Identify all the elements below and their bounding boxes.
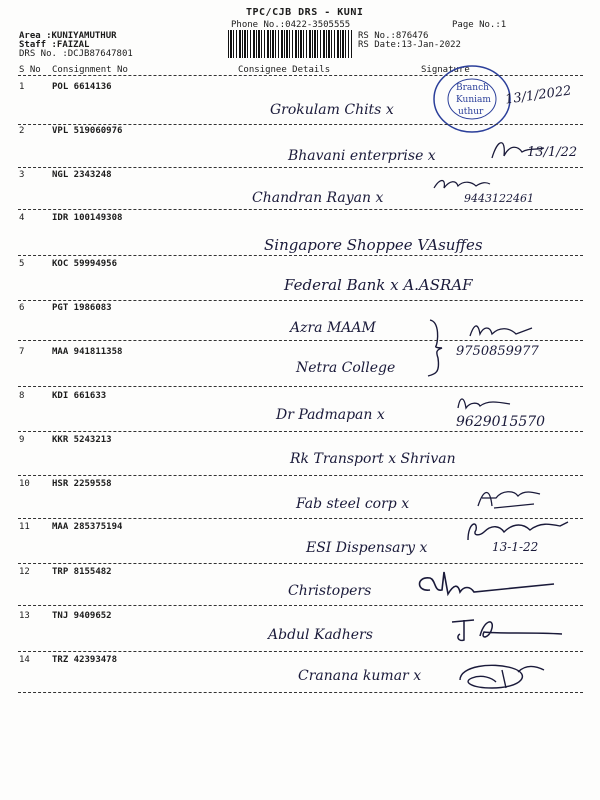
rs-number: RS No.:876476 <box>358 31 429 41</box>
row-3-signature-scribble <box>432 174 492 196</box>
row-9-consignment: KKR 5243213 <box>52 435 112 445</box>
drs-number: DRS No. :DCJB87647801 <box>19 49 133 59</box>
row-14-consignee: Cranana kumar x <box>298 668 422 684</box>
row-divider <box>18 563 583 564</box>
row-10-consignment: HSR 2259558 <box>52 479 112 489</box>
row-2-signature-scribble <box>488 134 548 164</box>
row-divider <box>18 431 583 432</box>
row-13-consignment: TNJ 9409652 <box>52 611 112 621</box>
row-8-signature-phone: 9629015570 <box>456 414 546 430</box>
row-divider <box>18 605 583 606</box>
row-divider <box>18 475 583 476</box>
row-13-signature-scribble <box>450 614 570 644</box>
row-divider <box>18 124 583 125</box>
row-3-consignment: NGL 2343248 <box>52 170 112 180</box>
row-12-consignment: TRP 8155482 <box>52 567 112 577</box>
row-12-no: 12 <box>19 567 30 577</box>
col-consignment: Consignment No <box>52 65 128 75</box>
row-3-signature-phone: 9443122461 <box>464 192 534 205</box>
rs-date: RS Date:13-Jan-2022 <box>358 40 461 50</box>
row-10-consignee: Fab steel corp x <box>296 496 410 512</box>
row-11-consignment: MAA 285375194 <box>52 522 123 532</box>
row-9-consignee: Rk Transport x Shrivan <box>290 451 456 467</box>
row-12-consignee: Christopers <box>288 583 372 599</box>
stamp-text-2: Kuniam <box>456 95 491 105</box>
row-divider <box>18 300 583 301</box>
row-10-no: 10 <box>19 479 30 489</box>
row-4-consignee: Singapore Shoppee VAsuffes <box>264 236 483 254</box>
row-divider <box>18 255 583 256</box>
row-11-signature-date: 13-1-22 <box>492 540 539 554</box>
row-2-signature-date: 13/1/22 <box>527 145 578 160</box>
row-5-no: 5 <box>19 259 25 269</box>
row-8-no: 8 <box>19 391 25 401</box>
col-signature: Signature <box>421 65 470 75</box>
row-2-consignment: VPL 519060976 <box>52 126 123 136</box>
row-14-signature-scribble <box>452 660 552 694</box>
row-3-no: 3 <box>19 170 25 180</box>
row-11-no: 11 <box>19 522 30 532</box>
row-4-consignment: IDR 100149308 <box>52 213 123 223</box>
area-label: Area :KUNIYAMUTHUR <box>19 31 117 41</box>
col-sno: S No <box>19 65 41 75</box>
row-1-consignment: POL 6614136 <box>52 82 112 92</box>
row-divider <box>18 651 583 652</box>
row-14-no: 14 <box>19 655 30 665</box>
row-13-consignee: Abdul Kadhers <box>268 627 373 643</box>
row-8-consignment: KDI 661633 <box>52 391 107 401</box>
stamp-text-3: uthur <box>458 107 484 117</box>
row-6-no: 6 <box>19 303 25 313</box>
row-divider <box>18 340 583 341</box>
row-7-consignment: MAA 941811358 <box>52 347 123 357</box>
barcode <box>228 30 352 58</box>
row-6-consignment: PGT 1986083 <box>52 303 112 313</box>
row-9-no: 9 <box>19 435 25 445</box>
row-10-signature-scribble <box>474 486 544 510</box>
row-6-consignee: Azra MAAM <box>290 320 376 336</box>
row-3-consignee: Chandran Rayan x <box>252 190 384 206</box>
row-8-consignee: Dr Padmapan x <box>276 407 385 423</box>
row-divider <box>18 692 583 693</box>
stamp-text-1: Branch <box>456 83 489 93</box>
phone-number: Phone No.:0422-3505555 <box>231 20 351 30</box>
row-4-no: 4 <box>19 213 25 223</box>
row-divider <box>18 209 583 210</box>
row-1-signature-date: 13/1/2022 <box>504 83 573 108</box>
row-7-consignee: Netra College <box>296 360 396 376</box>
row-14-consignment: TRZ 42393478 <box>52 655 118 665</box>
row-divider <box>18 167 583 168</box>
row-11-signature-scribble <box>464 518 574 544</box>
row-1-consignee: Grokulam Chits x <box>270 102 394 118</box>
staff-label: Staff :FAIZAL <box>19 40 90 50</box>
page-number: Page No.:1 <box>452 20 507 30</box>
brace-mark <box>426 318 446 378</box>
row-7-signature-phone: 9750859977 <box>456 344 539 359</box>
row-2-consignee: Bhavani enterprise x <box>288 148 436 164</box>
col-consignee-details: Consignee Details <box>238 65 331 75</box>
row-divider <box>18 386 583 387</box>
row-7-no: 7 <box>19 347 25 357</box>
row-12-signature-scribble <box>414 570 564 600</box>
row-2-no: 2 <box>19 126 25 136</box>
row-1-no: 1 <box>19 82 25 92</box>
row-5-consignment: KOC 59994956 <box>52 259 118 269</box>
row-11-consignee: ESI Dispensary x <box>306 540 428 556</box>
doc-title: TPC/CJB DRS - KUNI <box>246 7 364 18</box>
row-5-consignee: Federal Bank x A.ASRAF <box>284 276 473 294</box>
row-8-signature-scribble <box>454 394 514 414</box>
row-13-no: 13 <box>19 611 30 621</box>
